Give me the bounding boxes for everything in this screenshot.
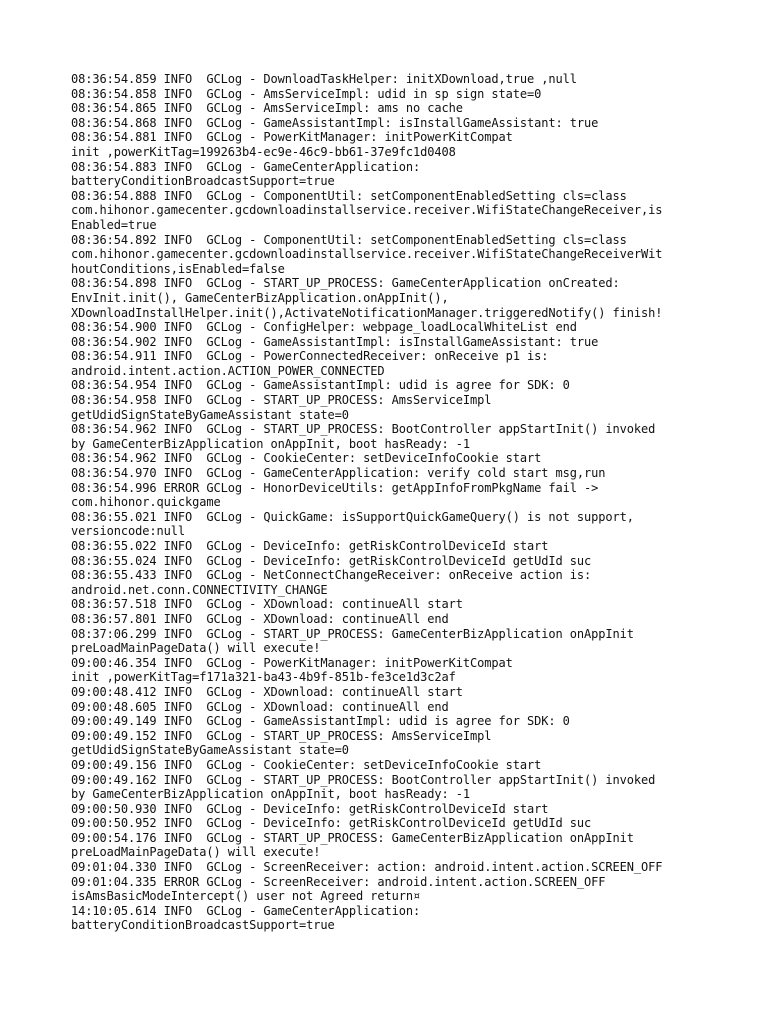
- log-line: 08:36:54.954 INFO GCLog - GameAssistantImpl: udid is agree for SDK: 0: [71, 378, 570, 393]
- log-line: android.net.conn.CONNECTIVITY_CHANGE: [71, 582, 328, 597]
- log-line: 08:36:54.858 INFO GCLog - AmsServiceImpl: udid in sp sign state=0: [71, 86, 542, 101]
- log-line: batteryConditionBroadcastSupport=true: [71, 174, 335, 189]
- log-line: Enabled=true: [71, 217, 157, 232]
- log-line: 09:00:46.354 INFO GCLog - PowerKitManager: initPowerKitCompat: [71, 655, 513, 670]
- log-line: 08:36:54.900 INFO GCLog - ConfigHelper: webpage_loadLocalWhiteList end: [71, 320, 577, 335]
- log-line: 08:36:54.958 INFO GCLog - START_UP_PROCESS: AmsServiceImpl: [71, 393, 492, 408]
- log-line: 08:36:54.892 INFO GCLog - ComponentUtil: setComponentEnabledSetting cls=class: [71, 232, 627, 247]
- log-line: isAmsBasicModeIntercept() user not Agreed return¤: [71, 889, 421, 904]
- log-line: com.hihonor.gamecenter.gcdownloadinstallservice.receiver.WifiStateChangeReceiverWit: [71, 247, 663, 262]
- log-line: 08:36:54.881 INFO GCLog - PowerKitManager: initPowerKitCompat: [71, 130, 513, 145]
- log-line: 08:36:54.996 ERROR GCLog - HonorDeviceUtils: getAppInfoFromPkgName fail ->: [71, 480, 599, 495]
- log-line: com.hihonor.quickgame: [71, 495, 221, 510]
- log-line: android.intent.action.ACTION_POWER_CONNECTED: [71, 363, 385, 378]
- log-line: 09:00:50.952 INFO GCLog - DeviceInfo: getRiskControlDeviceId getUdId suc: [71, 816, 592, 831]
- log-line: XDownloadInstallHelper.init(),ActivateNotificationManager.triggeredNotify() finish!: [71, 305, 663, 320]
- log-line: 08:36:57.518 INFO GCLog - XDownload: continueAll start: [71, 597, 463, 612]
- log-line: 08:36:54.868 INFO GCLog - GameAssistantImpl: isInstallGameAssistant: true: [71, 115, 599, 130]
- log-line: 09:00:49.162 INFO GCLog - START_UP_PROCESS: BootController appStartInit() invoked: [71, 772, 656, 787]
- log-line: 09:00:50.930 INFO GCLog - DeviceInfo: getRiskControlDeviceId start: [71, 801, 549, 816]
- log-line: init ,powerKitTag=199263b4-ec9e-46c9-bb61-37e9fc1d0408: [71, 144, 456, 159]
- log-line: 08:36:55.021 INFO GCLog - QuickGame: isSupportQuickGameQuery() is not support,: [71, 509, 634, 524]
- log-line: by GameCenterBizApplication onAppInit, boot hasReady: -1: [71, 787, 470, 802]
- log-line: 08:36:54.962 INFO GCLog - START_UP_PROCESS: BootController appStartInit() invoked: [71, 422, 656, 437]
- log-line: EnvInit.init(), GameCenterBizApplication.onAppInit(),: [71, 290, 449, 305]
- log-line: 08:36:54.859 INFO GCLog - DownloadTaskHelper: initXDownload,true ,null: [71, 72, 577, 86]
- log-line: 09:01:04.330 INFO GCLog - ScreenReceiver: action: android.intent.action.SCREEN_OFF: [71, 860, 663, 875]
- log-line: 08:36:54.962 INFO GCLog - CookieCenter: setDeviceInfoCookie start: [71, 451, 542, 466]
- log-line: init ,powerKitTag=f171a321-ba43-4b9f-851b-fe3ce1d3c2af: [71, 670, 456, 685]
- log-line: 14:10:05.614 INFO GCLog - GameCenterApplication:: [71, 903, 421, 918]
- log-line: 08:36:54.888 INFO GCLog - ComponentUtil: setComponentEnabledSetting cls=class: [71, 188, 627, 203]
- log-line: by GameCenterBizApplication onAppInit, boot hasReady: -1: [71, 436, 470, 451]
- log-text-block: [71, 72, 701, 933]
- log-line: getUdidSignStateByGameAssistant state=0: [71, 407, 349, 422]
- log-line: preLoadMainPageData() will execute!: [71, 641, 321, 656]
- log-line: 08:36:57.801 INFO GCLog - XDownload: continueAll end: [71, 611, 449, 626]
- log-line: 08:36:54.902 INFO GCLog - GameAssistantImpl: isInstallGameAssistant: true: [71, 334, 599, 349]
- log-line: batteryConditionBroadcastSupport=true: [71, 918, 335, 933]
- log-line: 08:36:54.865 INFO GCLog - AmsServiceImpl: ams no cache: [71, 101, 463, 116]
- log-line: 09:00:49.156 INFO GCLog - CookieCenter: setDeviceInfoCookie start: [71, 757, 542, 772]
- log-line: 08:36:54.883 INFO GCLog - GameCenterApplication:: [71, 159, 421, 174]
- log-line: 08:36:54.898 INFO GCLog - START_UP_PROCESS: GameCenterApplication onCreated:: [71, 276, 620, 291]
- log-line: preLoadMainPageData() will execute!: [71, 845, 321, 860]
- log-line: 08:36:55.024 INFO GCLog - DeviceInfo: getRiskControlDeviceId getUdId suc: [71, 553, 592, 568]
- log-line: 09:01:04.335 ERROR GCLog - ScreenReceiver: android.intent.action.SCREEN_OFF: [71, 874, 606, 889]
- log-line: 08:36:54.970 INFO GCLog - GameCenterApplication: verify cold start msg,run: [71, 466, 606, 481]
- log-line: 08:36:55.022 INFO GCLog - DeviceInfo: getRiskControlDeviceId start: [71, 539, 549, 553]
- log-line: 08:37:06.299 INFO GCLog - START_UP_PROCESS: GameCenterBizApplication onAppInit: [71, 626, 634, 641]
- log-line: getUdidSignStateByGameAssistant state=0: [71, 743, 349, 758]
- log-line: 09:00:49.152 INFO GCLog - START_UP_PROCESS: AmsServiceImpl: [71, 728, 492, 743]
- log-line: 08:36:55.433 INFO GCLog - NetConnectChangeReceiver: onReceive action is:: [71, 568, 592, 583]
- log-line: 09:00:48.412 INFO GCLog - XDownload: continueAll start: [71, 684, 463, 699]
- log-line: 08:36:54.911 INFO GCLog - PowerConnectedReceiver: onReceive p1 is:: [71, 349, 549, 364]
- log-line: versioncode:null: [71, 524, 185, 539]
- log-line: com.hihonor.gamecenter.gcdownloadinstallservice.receiver.WifiStateChangeReceiver,is: [71, 203, 663, 218]
- log-line: houtConditions,isEnabled=false: [71, 261, 285, 276]
- log-line: 09:00:48.605 INFO GCLog - XDownload: continueAll end: [71, 699, 449, 714]
- log-line: 09:00:49.149 INFO GCLog - GameAssistantImpl: udid is agree for SDK: 0: [71, 714, 570, 729]
- log-line: 09:00:54.176 INFO GCLog - START_UP_PROCESS: GameCenterBizApplication onAppInit: [71, 830, 634, 845]
